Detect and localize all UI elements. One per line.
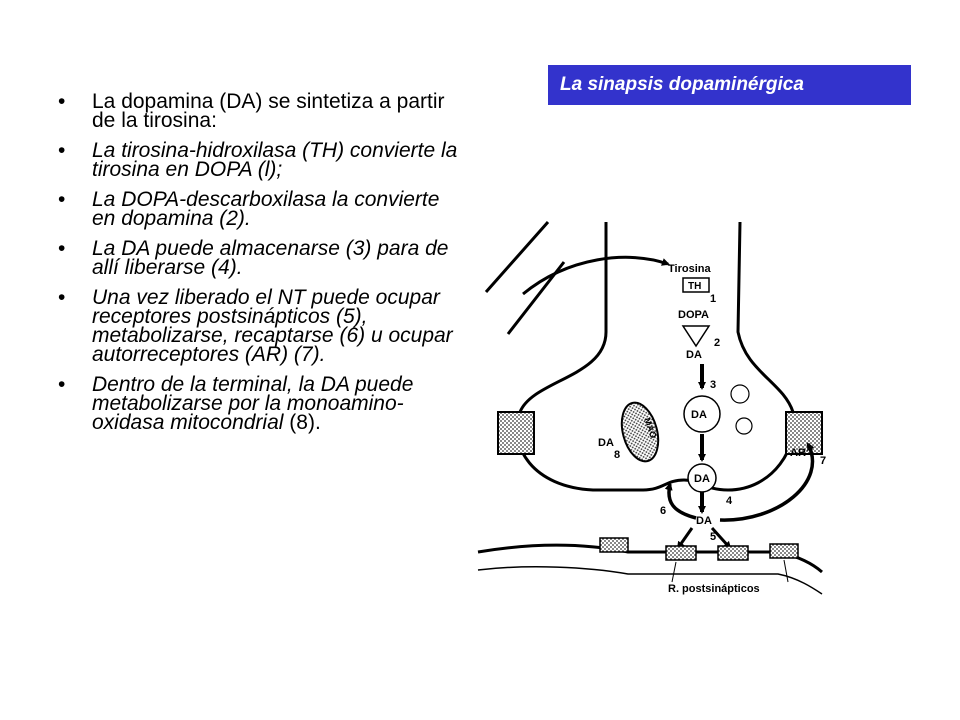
receptor-arrow-left: [678, 528, 692, 548]
axon-branch: [486, 222, 564, 334]
step4-number: 4: [726, 495, 733, 507]
bullet-item: [58, 190, 468, 228]
ar-label: AR: [790, 447, 806, 459]
tirosina-label: Tirosina: [668, 263, 711, 275]
postsynaptic-receptor: [718, 546, 748, 560]
step8-number: 8: [614, 449, 621, 461]
bullet-dot: •: [58, 90, 66, 113]
dopa-label: DOPA: [678, 309, 709, 321]
bullet-text: Una vez liberado el NT puede ocupar receptores postsinápticos (5), metabolizarse, recaptarse (6) u ocupar autorreceptores (AR) (7).: [92, 286, 453, 366]
da-vesicle-label: DA: [691, 409, 707, 421]
mao-label: MAO: [642, 416, 659, 440]
bullet-list: [58, 92, 468, 443]
bullet-dot: •: [58, 373, 66, 396]
slide-title: La sinapsis dopaminérgica: [548, 65, 911, 105]
bullet-tail: (8).: [283, 411, 321, 434]
bullet-text: La dopamina (DA) se sintetiza a partir de la tirosina:: [92, 90, 445, 132]
transporter-left: [498, 412, 534, 454]
postsynaptic-membrane-lower: [478, 567, 822, 594]
th-label: TH: [688, 281, 702, 292]
bullet-dot: •: [58, 237, 66, 260]
step6-number: 6: [660, 505, 667, 517]
bullet-text: La tirosina-hidroxilasa (TH) convierte la tirosina en DOPA (l);: [92, 139, 458, 181]
step1-number: 1: [710, 293, 717, 305]
synapse-diagram: [478, 222, 827, 612]
postsynaptic-receptor: [770, 544, 798, 558]
step3-number: 3: [710, 379, 717, 391]
bullet-item: [58, 141, 468, 179]
empty-vesicle: [736, 418, 752, 434]
label-pointer: [672, 562, 676, 582]
step5-number: 5: [710, 531, 717, 543]
da-cleft-label: DA: [696, 515, 712, 527]
step7-number: 7: [820, 455, 827, 467]
bullet-item: [58, 375, 468, 432]
postsynaptic-receptors-label: R. postsinápticos: [668, 583, 760, 595]
empty-vesicle: [731, 385, 749, 403]
da-step2-label: DA: [686, 349, 702, 361]
step2-arrow: [683, 326, 709, 346]
postsynaptic-receptor: [600, 538, 628, 552]
label-pointer: [784, 560, 788, 582]
postsynaptic-receptor: [666, 546, 696, 560]
bullet-dot: •: [58, 188, 66, 211]
bullet-text: Dentro de la terminal, la DA puede metabolizarse por la monoamino-oxidasa mitocondrial: [92, 373, 414, 434]
bullet-item: [58, 288, 468, 364]
step2-number: 2: [714, 337, 721, 349]
bullet-text: La DOPA-descarboxilasa la convierte en dopamina (2).: [92, 188, 440, 230]
bullet-item: [58, 92, 468, 130]
bullet-text: La DA puede almacenarse (3) para de allí liberarse (4).: [92, 237, 449, 279]
bullet-item: [58, 239, 468, 277]
da-release-label: DA: [694, 473, 710, 485]
bullet-dot: •: [58, 286, 66, 309]
da-mito-label: DA: [598, 437, 614, 449]
reuptake-arrow: [669, 484, 696, 518]
bullet-dot: •: [58, 139, 66, 162]
